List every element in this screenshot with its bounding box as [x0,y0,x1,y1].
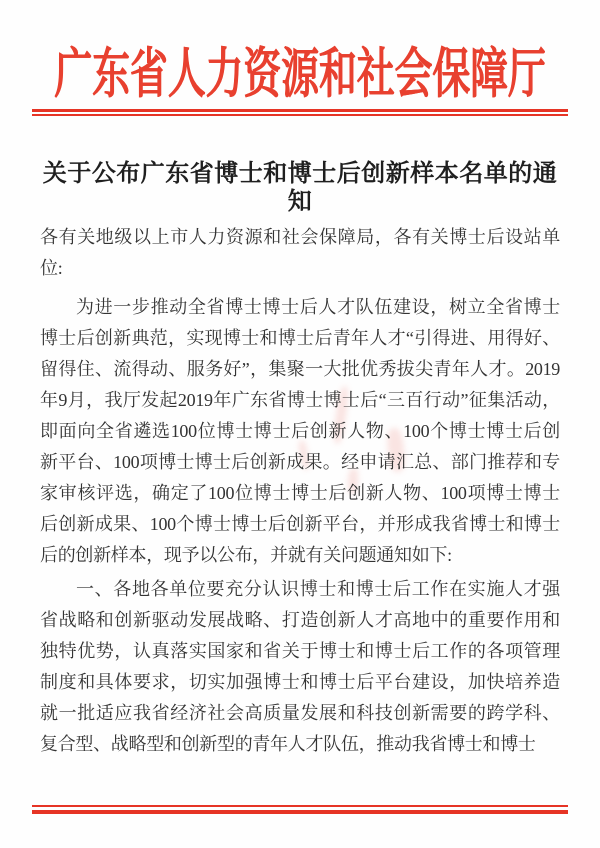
text-line: 新平台、100项博士博士后创新成果。经申请汇总、部门推荐和专 [40,452,560,472]
text-line: 后的创新样本，现予以公布，并就有关问题通知如下: [40,545,452,565]
text-line: 即面向全省遴选100位博士博士后创新人物、100个博士博士后创 [40,421,560,441]
paragraph [40,292,560,571]
text-line: 留得住、流得动、服务好”，集聚一大批优秀拔尖青年人才。2019 [40,359,560,379]
text-line: 后创新成果、100个博士博士后创新平台，并形成我省博士和博士 [40,514,560,534]
text-line: 为进一步推动全省博士博士后人才队伍建设，树立全省博士 [76,297,560,317]
text-line: 就一批适应我省经济社会高质量发展和科技创新需要的跨学科、 [40,703,560,723]
text-line: 一、各地各单位要充分认识博士和博士后工作在实施人才强 [76,579,560,599]
text-line: 博士后创新典范，实现博士和博士后青年人才“引得进、用得好、 [40,328,560,348]
text-line: 省战略和创新驱动发展战略、打造创新人才高地中的重要作用和 [40,610,560,630]
text-line: 位: [40,258,63,278]
text-line: 各有关地级以上市人力资源和社会保障局，各有关博士后设站单 [40,227,560,247]
document-body [40,222,560,760]
paragraph [40,574,560,760]
footer-rule [32,805,568,814]
text-line: 制度和具体要求，切实加强博士和博士后平台建设，加快培养造 [40,672,560,692]
letterhead-rule [32,109,568,116]
text-line: 家审核评选，确定了100位博士博士后创新人物、100项博士博士 [40,483,560,503]
text-line: 年9月，我厅发起2019年广东省博士博士后“三百行动”征集活动， [40,390,560,410]
text-line: 复合型、战略型和创新型的青年人才队伍，推动我省博士和博士 [40,734,536,754]
document-title: 关于公布广东省博士和博士后创新样本名单的通知 [42,161,558,215]
letterhead-title [0,44,600,104]
paragraph [40,222,560,284]
text-line: 独特优势，认真落实国家和省关于博士和博士后工作的各项管理 [40,641,560,661]
letterhead-text: 广东省人力资源和社会保障厅 [54,44,546,104]
